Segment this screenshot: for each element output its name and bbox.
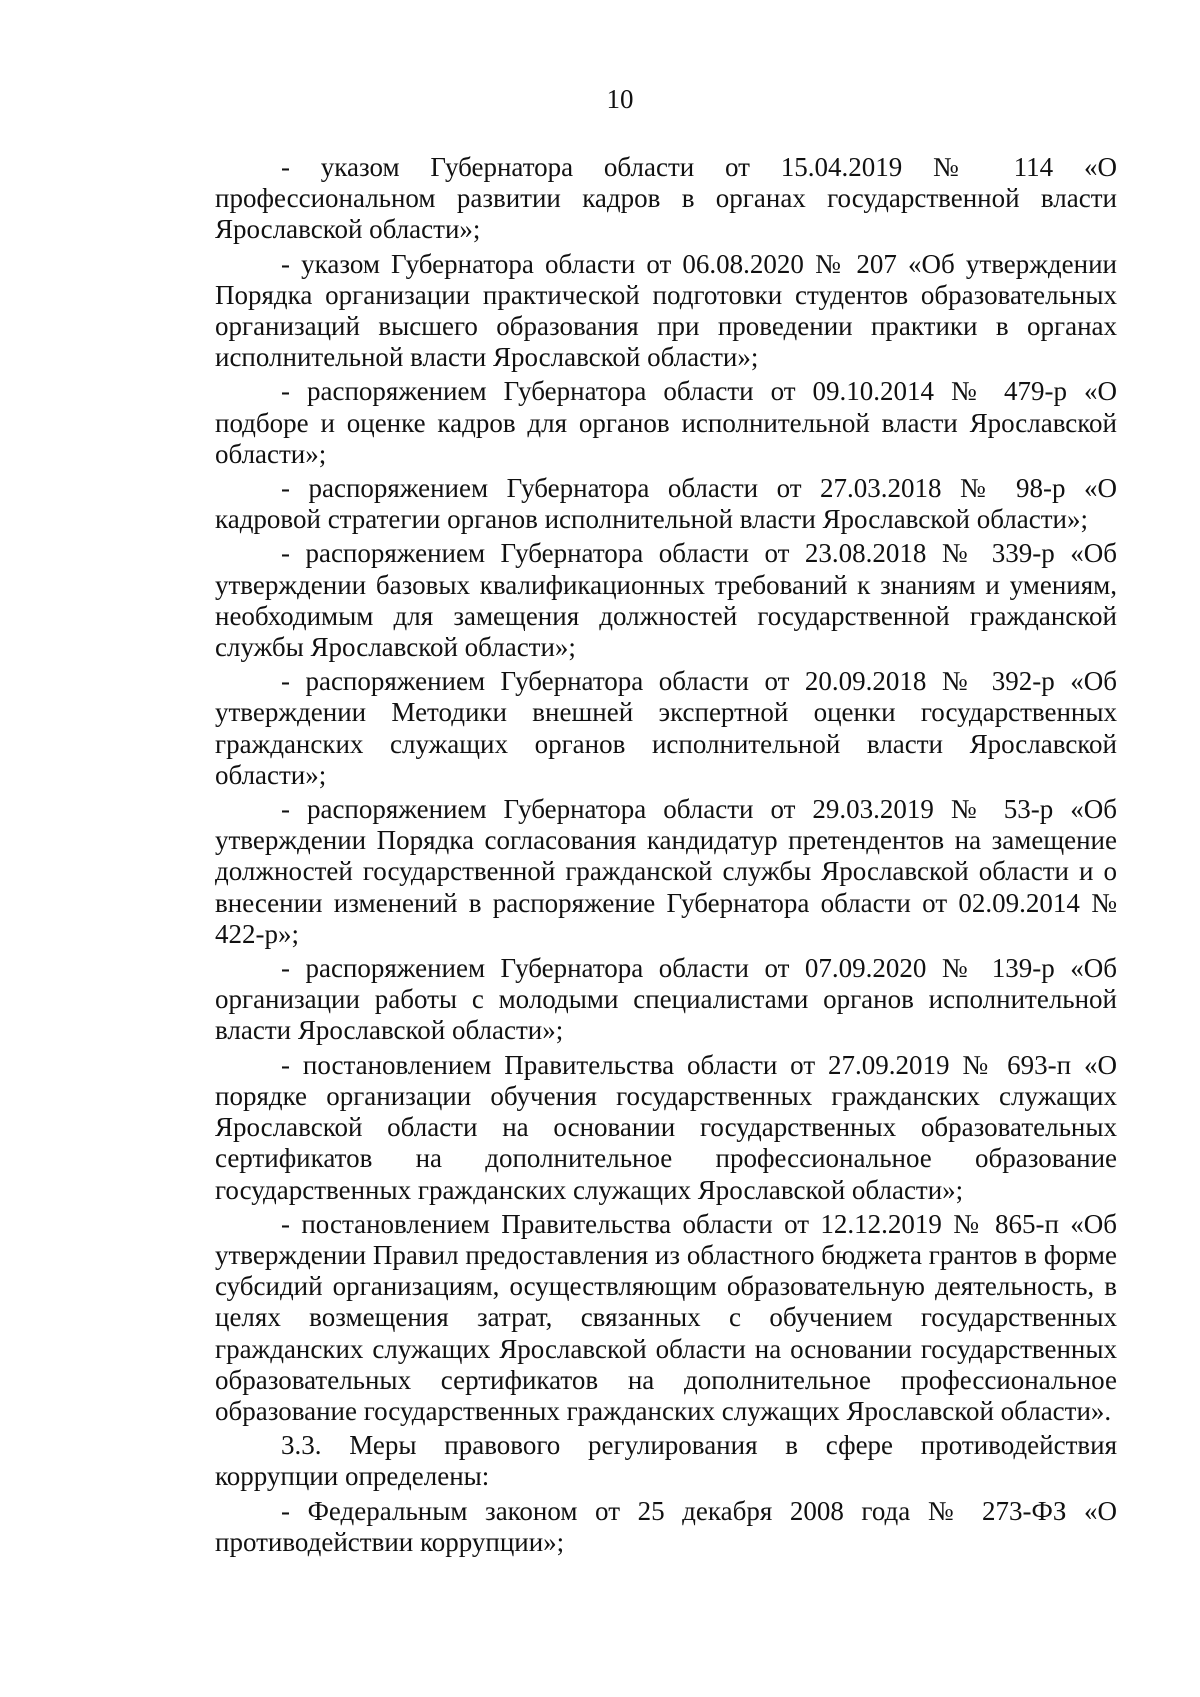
paragraph-federal-law-273: - Федеральным законом от 25 декабря 2008 года № 273-ФЗ «О противодействии коррупции»; (215, 1495, 1117, 1557)
section-3-3-heading: 3.3. Меры правового регулирования в сфере противодействия коррупции определены: (215, 1430, 1117, 1492)
paragraph-order-339: - распоряжением Губернатора области от 23.08.2018 № 339-р «Об утверждении базовых квалификационных требований к знаниям и умениям, необходимым для замещения должностей государственной гражданской службы Ярославской области»; (215, 538, 1117, 663)
paragraph-resolution-693: - постановлением Правительства области от 27.09.2019 № 693-п «О порядке организации обучения государственных гражданских служащих Ярославской области на основании государственных образовательных сертификатов на дополнительное профессиональное образование государственных гражданских служащих Ярославской области»; (215, 1049, 1117, 1205)
paragraph-decree-207: - указом Губернатора области от 06.08.2020 № 207 «Об утверждении Порядка организации практической подготовки студентов образовательных организаций высшего образования при проведении практики в органах исполнительной власти Ярославской области»; (215, 248, 1117, 373)
paragraph-decree-114: - указом Губернатора области от 15.04.2019 № 114 «О профессиональном развитии кадров в органах государственной власти Ярославской области»; (215, 152, 1117, 245)
paragraph-order-53: - распоряжением Губернатора области от 29.03.2019 № 53-р «Об утверждении Порядка согласования кандидатур претендентов на замещение должностей государственной гражданской службы Ярославской области и о внесении изменений в распоряжение Губернатора области от 02.09.2014 № 422-р»; (215, 794, 1117, 949)
document-body (215, 152, 1117, 1558)
paragraph-order-392: - распоряжением Губернатора области от 20.09.2018 № 392-р «Об утверждении Методики внешней экспертной оценки государственных гражданских служащих органов исполнительной власти Ярославской области»; (215, 666, 1117, 790)
paragraph-resolution-865: - постановлением Правительства области от 12.12.2019 № 865-п «Об утверждении Правил предоставления из областного бюджета грантов в форме субсидий организациям, осуществляющим образовательную деятельность, в целях возмещения затрат, связанных с обучением государственных гражданских служащих Ярославской области на основании государственных образовательных сертификатов на дополнительное профессиональное образование государственных гражданских служащих Ярославской области». (215, 1208, 1117, 1426)
page-number: 10 (606, 84, 634, 114)
paragraph-order-98: - распоряжением Губернатора области от 27.03.2018 № 98-р «О кадровой стратегии органов исполнительной власти Ярославской области»; (215, 473, 1117, 535)
paragraph-order-139: - распоряжением Губернатора области от 07.09.2020 № 139-р «Об организации работы с молодыми специалистами органов исполнительной власти Ярославской области»; (215, 953, 1117, 1046)
paragraph-order-479: - распоряжением Губернатора области от 09.10.2014 № 479-р «О подборе и оценке кадров для органов исполнительной власти Ярославской области»; (215, 376, 1117, 469)
